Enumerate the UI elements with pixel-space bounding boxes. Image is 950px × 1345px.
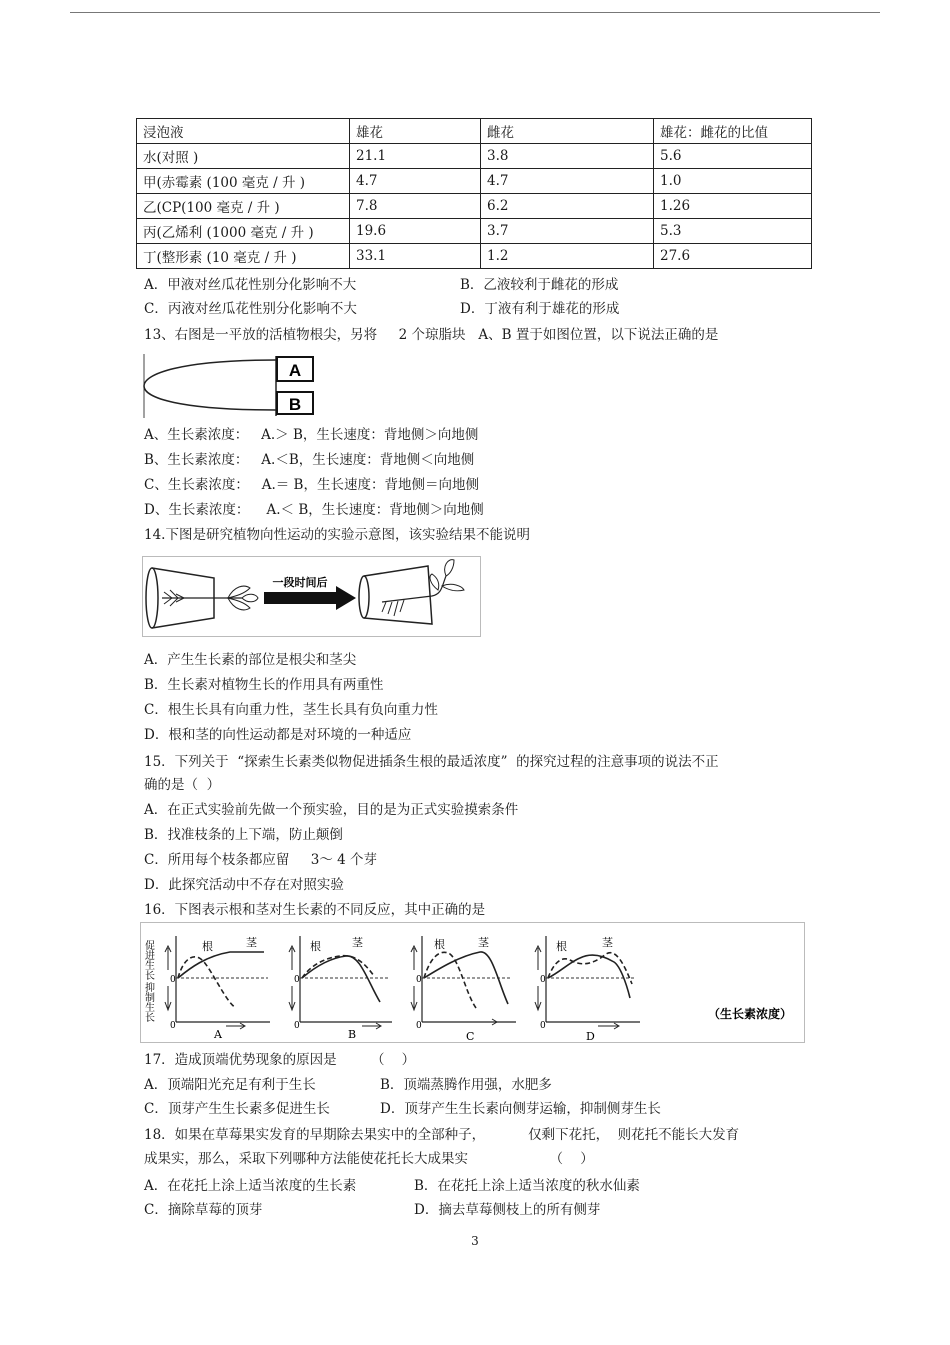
agar-label-b: B: [288, 395, 302, 414]
left-leaf-tip: [242, 594, 258, 602]
tropism-experiment-figure: [142, 556, 482, 638]
arrow-shaft: [264, 592, 336, 604]
root-label: 根: [310, 940, 321, 953]
stem-curve: [548, 955, 630, 998]
table-cell: 33.1: [350, 244, 481, 269]
root-curve: [424, 952, 476, 1008]
panel-b: [289, 935, 392, 1041]
panel-d: [535, 935, 640, 1043]
q13-option-d: D、生长素浓度： A.＜ B，生长速度：背地侧＞向地侧: [144, 502, 484, 518]
root-label: 根: [202, 940, 213, 953]
table-header-cell: 浸泡液: [137, 119, 350, 144]
table-cell: 5.6: [654, 144, 812, 169]
table-header-cell: 雌花: [481, 119, 654, 144]
right-leaf-top: [445, 560, 454, 576]
q14-option-d: D．根和茎的向性运动都是对环境的一种适应: [144, 727, 412, 743]
q14-stem: 14.下图是研究植物向性运动的实验示意图，该实验结果不能说明: [144, 527, 530, 543]
y-label-promote: 促进生长: [142, 940, 154, 980]
table-cell: 水(对照 ): [137, 144, 350, 169]
table-cell: 6.2: [481, 194, 654, 219]
table-cell: 3.8: [481, 144, 654, 169]
root-curve: [178, 957, 236, 1008]
stem-curve: [302, 956, 380, 1002]
stem-curve: [424, 952, 508, 1004]
table-cell: 7.8: [350, 194, 481, 219]
q12-option-b: B．乙液较利于雌花的形成: [460, 277, 619, 293]
zero-label: 0: [416, 975, 422, 985]
origin-label: 0: [294, 1021, 300, 1031]
q16-stem: 16．下图表示根和茎对生长素的不同反应，其中正确的是: [144, 902, 486, 918]
x-axis-label: （生长素浓度）: [708, 1007, 793, 1021]
q18-option-d: D．摘去草莓侧枝上的所有侧芽: [414, 1202, 601, 1218]
q17-option-c: C．顶芽产生生长素多促进生长: [144, 1101, 330, 1117]
table-cell: 4.7: [350, 169, 481, 194]
table-cell: 1.0: [654, 169, 812, 194]
q13-stem: 13、右图是一平放的活植物根尖，另将 2 个琼脂块 A、B 置于如图位置，以下说法正确的是: [144, 327, 719, 343]
table-cell: 丁(整形素 (10 毫克 / 升 ): [137, 244, 350, 269]
q12-option-a: A．甲液对丝瓜花性别分化影响不大: [144, 277, 357, 293]
panel-label-c: C: [466, 1030, 475, 1043]
table-cell: 3.7: [481, 219, 654, 244]
table-header-cell: 雄花：雌花的比值: [654, 119, 812, 144]
origin-label: 0: [540, 1021, 546, 1031]
table-row: [137, 219, 812, 244]
q18-option-b: B．在花托上涂上适当浓度的秋水仙素: [414, 1178, 640, 1194]
q12-option-c: C．丙液对丝瓜花性别分化影响不大: [144, 301, 357, 317]
q14-option-a: A．产生生长素的部位是根尖和茎尖: [144, 652, 357, 668]
table-row: [137, 144, 812, 169]
q18-option-a: A．在花托上涂上适当浓度的生长素: [144, 1178, 357, 1194]
arrow-head: [336, 586, 356, 610]
root-tip-figure: [140, 352, 320, 420]
data-table: [136, 118, 812, 269]
root-label: 根: [556, 940, 567, 953]
q17-option-d: D．顶芽产生生长素向侧芽运输，抑制侧芽生长: [380, 1101, 661, 1117]
table-cell: 27.6: [654, 244, 812, 269]
root-tip-outline: [144, 360, 276, 410]
q15-option-c: C．所用每个枝条都应留 3～ 4 个芽: [144, 852, 378, 868]
right-leaf-side: [442, 584, 464, 590]
q14-option-b: B．生长素对植物生长的作用具有两重性: [144, 677, 384, 693]
table-row: [137, 194, 812, 219]
table-cell: 乙(CP(100 毫克 / 升 ): [137, 194, 350, 219]
panel-label-b: B: [348, 1028, 357, 1041]
zero-label: 0: [170, 975, 176, 985]
x-direction-arrow: [598, 1023, 619, 1029]
left-leaf-top: [228, 586, 250, 598]
right-roots: [382, 600, 404, 616]
q15-option-a: A．在正式实验前先做一个预实验，目的是为正式实验摸索条件: [144, 802, 519, 818]
q17-option-b: B．顶端蒸腾作用强，水肥多: [380, 1077, 552, 1093]
stem-curve: [178, 952, 264, 978]
header-rule: [70, 12, 880, 13]
table-header-cell: 雄花: [350, 119, 481, 144]
table-cell: 5.3: [654, 219, 812, 244]
table-cell: 4.7: [481, 169, 654, 194]
panel-label-a: A: [214, 1028, 222, 1041]
figure-frame: [141, 923, 805, 1043]
auxin-response-figure: [140, 922, 806, 1044]
q15-option-d: D．此探究活动中不存在对照实验: [144, 877, 344, 893]
q15-stem-line1: 15．下列关于 “探索生长素类似物促进插条生根的最适浓度” 的探究过程的注意事项的说法不正: [144, 754, 719, 770]
right-pot-rim: [359, 576, 369, 618]
panel-a: [165, 935, 270, 1041]
stem-label: 茎: [352, 936, 363, 949]
table-cell: 21.1: [350, 144, 481, 169]
table-cell: 甲(赤霉素 (100 毫克 / 升 ): [137, 169, 350, 194]
zero-label: 0: [540, 975, 546, 985]
root-curve: [302, 956, 374, 978]
x-direction-arrow: [226, 1023, 245, 1029]
q13-option-c: C、生长素浓度： A.＝ B，生长速度：背地侧＝向地侧: [144, 477, 479, 493]
q15-stem-line2: 确的是（ ）: [144, 777, 221, 793]
y-label-inhibit: 抑制生长: [142, 982, 154, 1022]
table-row: [137, 169, 812, 194]
q12-option-d: D．丁液有利于雄花的形成: [460, 301, 620, 317]
q17-option-a: A．顶端阳光充足有利于生长: [144, 1077, 316, 1093]
table-cell: 19.6: [350, 219, 481, 244]
x-direction-arrow: [474, 1019, 497, 1025]
panel-c: [411, 935, 516, 1043]
x-direction-arrow: [362, 1023, 381, 1029]
table-cell: 1.2: [481, 244, 654, 269]
left-leaf-bottom: [228, 598, 250, 610]
page-number: 3: [471, 1234, 479, 1248]
q18-option-c: C．摘除草莓的顶芽: [144, 1202, 263, 1218]
table-cell: 1.26: [654, 194, 812, 219]
stem-label: 茎: [478, 936, 489, 949]
q18-stem-line2: 成果实，那么，采取下列哪种方法能使花托长大成果实 （ ）: [144, 1151, 594, 1167]
q17-stem: 17．造成顶端优势现象的原因是 （ ）: [144, 1052, 416, 1068]
arrow-label: 一段时间后: [272, 576, 328, 589]
right-leaf-left: [430, 574, 439, 590]
origin-label: 0: [416, 1021, 422, 1031]
left-pot-rim: [146, 568, 158, 628]
q13-option-a: A、生长素浓度： A.＞ B，生长速度：背地侧＞向地侧: [144, 427, 479, 443]
q18-stem-line1: 18．如果在草莓果实发育的早期除去果实中的全部种子， 仅剩下花托， 则花托不能长大发育: [144, 1127, 740, 1143]
q15-option-b: B．找准枝条的上下端，防止颠倒: [144, 827, 343, 843]
origin-label: 0: [170, 1021, 176, 1031]
stem-label: 茎: [246, 936, 257, 949]
zero-label: 0: [294, 975, 300, 985]
table-header-row: [137, 119, 812, 144]
table-row: [137, 244, 812, 269]
panel-label-d: D: [586, 1030, 595, 1043]
root-label: 根: [434, 938, 445, 951]
table-cell: 丙(乙烯利 (1000 毫克 / 升 ): [137, 219, 350, 244]
q14-option-c: C．根生长具有向重力性，茎生长具有负向重力性: [144, 702, 438, 718]
agar-label-a: A: [288, 361, 302, 380]
stem-label: 茎: [602, 936, 613, 949]
q13-option-b: B、生长素浓度： A.＜B，生长速度：背地侧＜向地侧: [144, 452, 475, 468]
right-pot: [364, 566, 432, 624]
